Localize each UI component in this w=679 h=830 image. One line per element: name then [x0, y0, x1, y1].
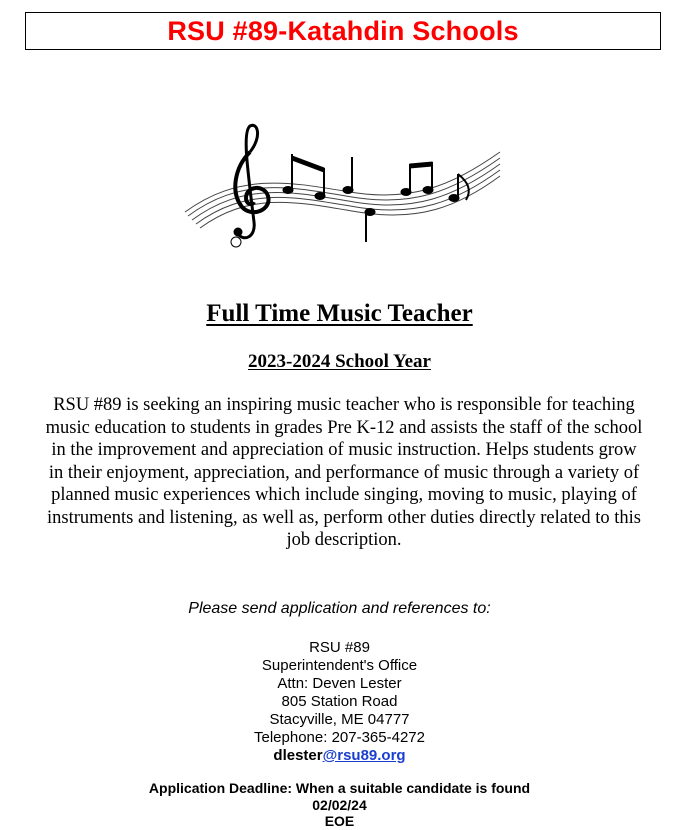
page-title: RSU #89-Katahdin Schools [167, 16, 519, 46]
contact-street: 805 Station Road [281, 693, 398, 710]
contact-office: Superintendent's Office [261, 657, 418, 674]
eoe-label: EOE [324, 813, 355, 829]
contact-org: RSU #89 [309, 639, 370, 656]
school-year: 2023-2024 School Year [248, 351, 431, 372]
header-box [25, 12, 661, 50]
email-link[interactable]: @rsu89.org [322, 747, 406, 764]
posting-date: 02/02/24 [312, 796, 367, 813]
application-instructions: Please send application and references to: [188, 600, 491, 617]
contact-city: Stacyville, ME 04777 [269, 711, 410, 728]
job-description: RSU #89 is seeking an inspiring music teacher who is responsible for teaching music education to students in grades Pre K-12 and assists the staff of the school in the improvement and appreciation of music instruction. Helps students grow in their enjoyment, appreciation, and performance of music through a variety of planned music experiences which include singing, moving to music, playing of instruments and listening, as well as, perform other duties directly related to this job description. [45, 395, 643, 550]
contact-address [0, 639, 679, 765]
deadline-text: Application Deadline: When a suitable candidate is found [148, 780, 531, 796]
contact-attn: Attn: Deven Lester [277, 675, 402, 692]
contact-telephone: Telephone: 207-365-4272 [254, 729, 425, 746]
contact-email[interactable] [0, 747, 679, 765]
application-deadline [0, 780, 679, 830]
job-title: Full Time Music Teacher [206, 300, 473, 327]
email-user: dlester [273, 747, 323, 764]
music-notes-icon [180, 112, 505, 272]
